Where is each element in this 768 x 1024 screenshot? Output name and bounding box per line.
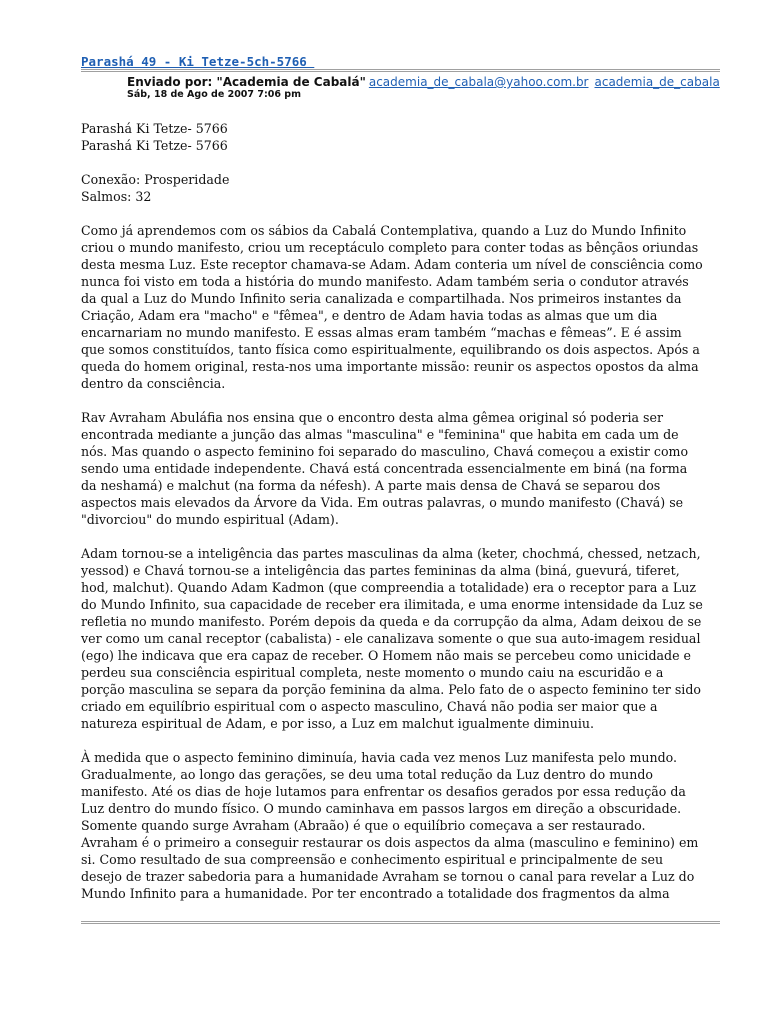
- message-meta: [127, 75, 720, 101]
- body-paragraph: Rav Avraham Abuláfia nos ensina que o encontro desta alma gêmea original só poderia ser encontrada mediante a junção das almas "masculina" e "feminina" que habita em cada um de nós. Mas quando o aspecto feminino foi separado do masculino, Chavá começou a existir como sendo uma entidade independente. Chavá está concentrada essencialmente em biná (na forma da neshamá) e malchut (na forma da néfesh). A parte mais densa de Chavá se separou dos aspectos mais elevados da Árvore da Vida. Em outras palavras, o mundo manifesto (Chavá) se "divorciou" do mundo espiritual (Adam).: [81, 410, 689, 527]
- footer-divider: [81, 921, 720, 924]
- sender-group-link[interactable]: academia_de_cabala: [594, 75, 720, 89]
- sent-by-label: Enviado por: "Academia de Cabalá": [127, 75, 366, 89]
- message-body: [81, 120, 726, 902]
- sender-email-link[interactable]: academia_de_cabala@yahoo.com.br: [368, 75, 589, 89]
- sender-line: [127, 75, 720, 89]
- body-paragraph: À medida que o aspecto feminino diminuía, havia cada vez menos Luz manifesta pelo mundo. Gradualmente, ao longo das gerações, se deu uma total redução da Luz dentro do mundo manifesto. Até os dias de hoje lutamos para enfrentar os desafios gerados por essa redução da Luz dentro do mundo físico. O mundo caminhava em passos largos em direção a obscuridade. Somente quando surge Avraham (Abraão) é que o equilíbrio começava a ser restaurado. Avraham é o primeiro a conseguir restaurar os dois aspectos da alma (masculino e feminino) em si. Como resultado de sua compreensão e conhecimento espiritual e principalmente de seu desejo de trazer sabedoria para a humanidade Avraham se tornou o canal para revelar a Luz do Mundo Infinito para a humanidade. Por ter encontrado a totalidade dos fragmentos da alma: [81, 750, 699, 901]
- connection-block: Conexão: Prosperidade Salmos: 32: [81, 172, 230, 204]
- message-title-link[interactable]: Parashá 49 - Ki Tetze-5ch-5766: [81, 54, 315, 69]
- body-paragraph: Como já aprendemos com os sábios da Cabalá Contemplativa, quando a Luz do Mundo Infinito criou o mundo manifesto, criou um receptáculo completo para conter todas as bênçãos oriundas desta mesma Luz. Este receptor chamava-se Adam. Adam conteria um nível de consciência como nunca foi visto em toda a história do mundo manifesto. Adam também seria o condutor através da qual a Luz do Mundo Infinito seria canalizada e compartilhada. Nos primeiros instantes da Criação, Adam era "macho" e "fêmea", e dentro de Adam havia todas as almas que um dia encarnariam no mundo manifesto. E essas almas eram também “machas e fêmeas”. E é assim que somos constituídos, tanto física como espiritualmente, equilibrando os dois aspectos. Após a queda do homem original, resta-nos uma importante missão: reunir os aspectos opostos da alma dentro da consciência.: [81, 223, 703, 391]
- heading-block: Parashá Ki Tetze- 5766 Parashá Ki Tetze- 5766: [81, 121, 228, 153]
- header-divider: [81, 69, 720, 72]
- body-paragraph: Adam tornou-se a inteligência das partes masculinas da alma (keter, chochmá, chessed, netzach, yessod) e Chavá tornou-se a inteligência das partes femininas da alma (biná, guevurá, tiferet, hod, malchut). Quando Adam Kadmon (que compreendia a totalidade) era o receptor para a Luz do Mundo Infinito, sua capacidade de receber era ilimitada, e uma enorme intensidade da Luz se refletia no mundo manifesto. Porém depois da queda e da corrupção da alma, Adam deixou de se ver como um canal receptor (cabalista) - ele canalizava somente o que sua auto-imagem residual (ego) lhe indicava que era capaz de receber. O Homem não mais se percebeu como unicidade e perdeu sua consciência espiritual completa, neste momento o mundo caiu na escuridão e a porção masculina se separa da porção feminina da alma. Pelo fato de o aspecto feminino ter sido criado em equilíbrio espiritual com o aspecto masculino, Chavá não podia ser maior que a natureza espiritual de Adam, e por isso, a Luz em malchut igualmente diminuiu.: [81, 546, 703, 731]
- message-date: Sáb, 18 de Ago de 2007 7:06 pm: [127, 89, 301, 100]
